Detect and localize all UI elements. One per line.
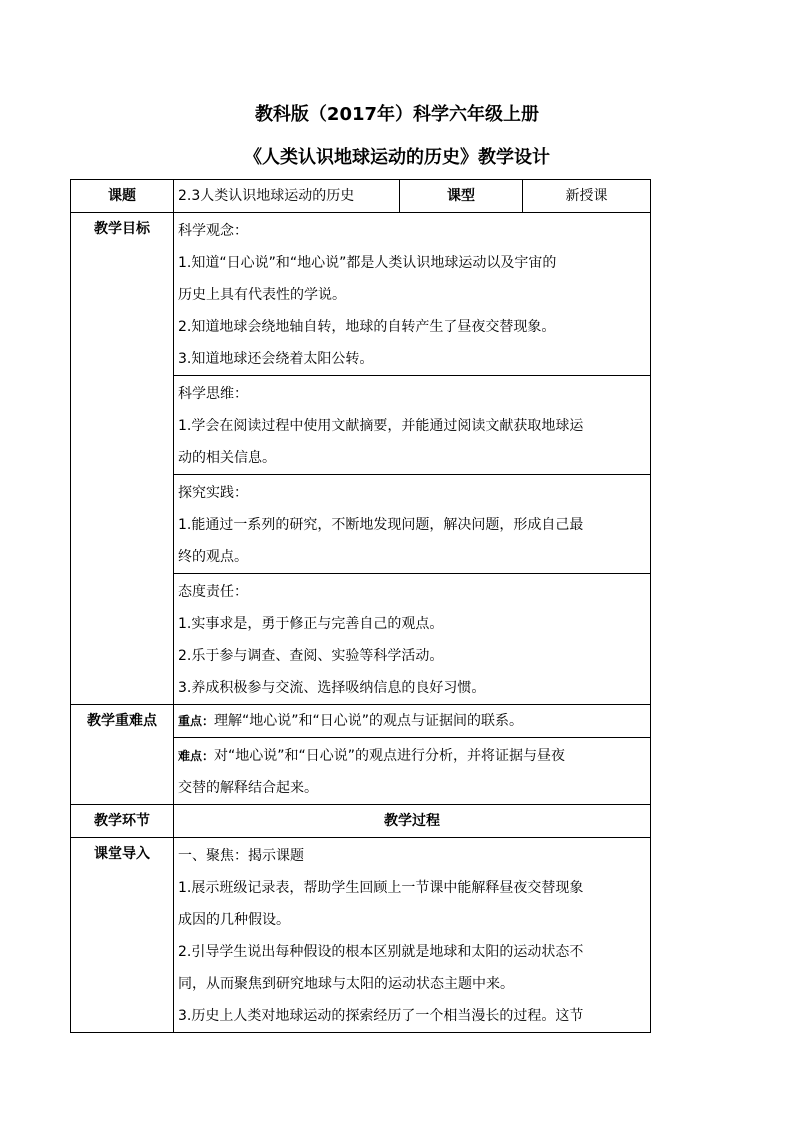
topic-row [71, 180, 651, 213]
objective-line: 3.养成积极参与交流、选择吸纳信息的良好习惯。 [178, 680, 486, 696]
stage-header: 教学环节 [71, 805, 174, 838]
intro-line: 1.展示班级记录表，帮助学生回顾上一节课中能解释昼夜交替现象 [178, 880, 584, 896]
objective-line: 1.知道“日心说”和“地心说”都是人类认识地球运动以及宇宙的 [178, 255, 557, 271]
objective-concept-row [71, 213, 651, 376]
focus-row [71, 705, 651, 738]
objective-line: 2.知道地球会绕地轴自转，地球的自转产生了昼夜交替现象。 [178, 319, 556, 335]
lesson-type-label: 课型 [400, 180, 523, 213]
objective-line: 3.知道地球还会绕着太阳公转。 [178, 351, 374, 367]
objective-heading: 探究实践： [178, 485, 248, 501]
lesson-plan-table [70, 179, 651, 1033]
intro-line: 同，从而聚焦到研究地球与太阳的运动状态主题中来。 [178, 976, 514, 992]
key-points-label: 教学重难点 [71, 705, 174, 805]
objective-attitude-cell [174, 574, 651, 705]
difficulty-text-cont: 交替的解释结合起来。 [178, 780, 318, 796]
topic-value: 2.3人类认识地球运动的历史 [174, 180, 400, 213]
objective-line: 2.乐于参与调查、查阅、实验等科学活动。 [178, 648, 444, 664]
objective-line: 终的观点。 [178, 549, 248, 565]
process-header: 教学过程 [174, 805, 651, 838]
objective-thinking-cell [174, 376, 651, 475]
document-title: 教科版（2017年）科学六年级上册 [254, 104, 540, 125]
process-header-row [71, 805, 651, 838]
difficulty-text: 对“地心说”和“日心说”的观点进行分析，并将证据与昼夜 [214, 748, 566, 764]
objective-heading: 科学观念： [178, 223, 248, 239]
difficulty-key: 难点： [178, 749, 215, 763]
objectives-label: 教学目标 [71, 213, 174, 705]
objective-line: 1.能通过一系列的研究，不断地发现问题，解决问题，形成自己最 [178, 517, 584, 533]
objective-concept-cell [174, 213, 651, 376]
intro-label: 课堂导入 [71, 838, 174, 1033]
objective-heading: 态度责任： [178, 584, 248, 600]
intro-line: 2.引导学生说出每种假设的根本区别就是地球和太阳的运动状态不 [178, 944, 584, 960]
document-subtitle: 《人类认识地球运动的历史》教学设计 [244, 147, 550, 168]
lesson-type-value: 新授课 [523, 180, 651, 213]
intro-row [71, 838, 651, 1033]
objective-line: 1.学会在阅读过程中使用文献摘要，并能通过阅读文献获取地球运 [178, 418, 584, 434]
intro-line: 3.历史上人类对地球运动的探索经历了一个相当漫长的过程。这节 [178, 1008, 584, 1024]
difficulty-cell [174, 738, 651, 805]
objective-line: 1.实事求是，勇于修正与完善自己的观点。 [178, 616, 444, 632]
objective-line: 历史上具有代表性的学说。 [178, 287, 346, 303]
objective-heading: 科学思维： [178, 386, 248, 402]
intro-line: 一、聚焦：揭示课题 [178, 848, 304, 864]
intro-line: 成因的几种假设。 [178, 912, 290, 928]
objective-practice-cell [174, 475, 651, 574]
objective-line: 动的相关信息。 [178, 450, 276, 466]
intro-cell [174, 838, 651, 1033]
focus-text: 理解“地心说”和“日心说”的观点与证据间的联系。 [214, 713, 524, 729]
focus-key: 重点： [178, 714, 215, 728]
topic-label: 课题 [71, 180, 174, 213]
focus-cell [174, 705, 651, 738]
